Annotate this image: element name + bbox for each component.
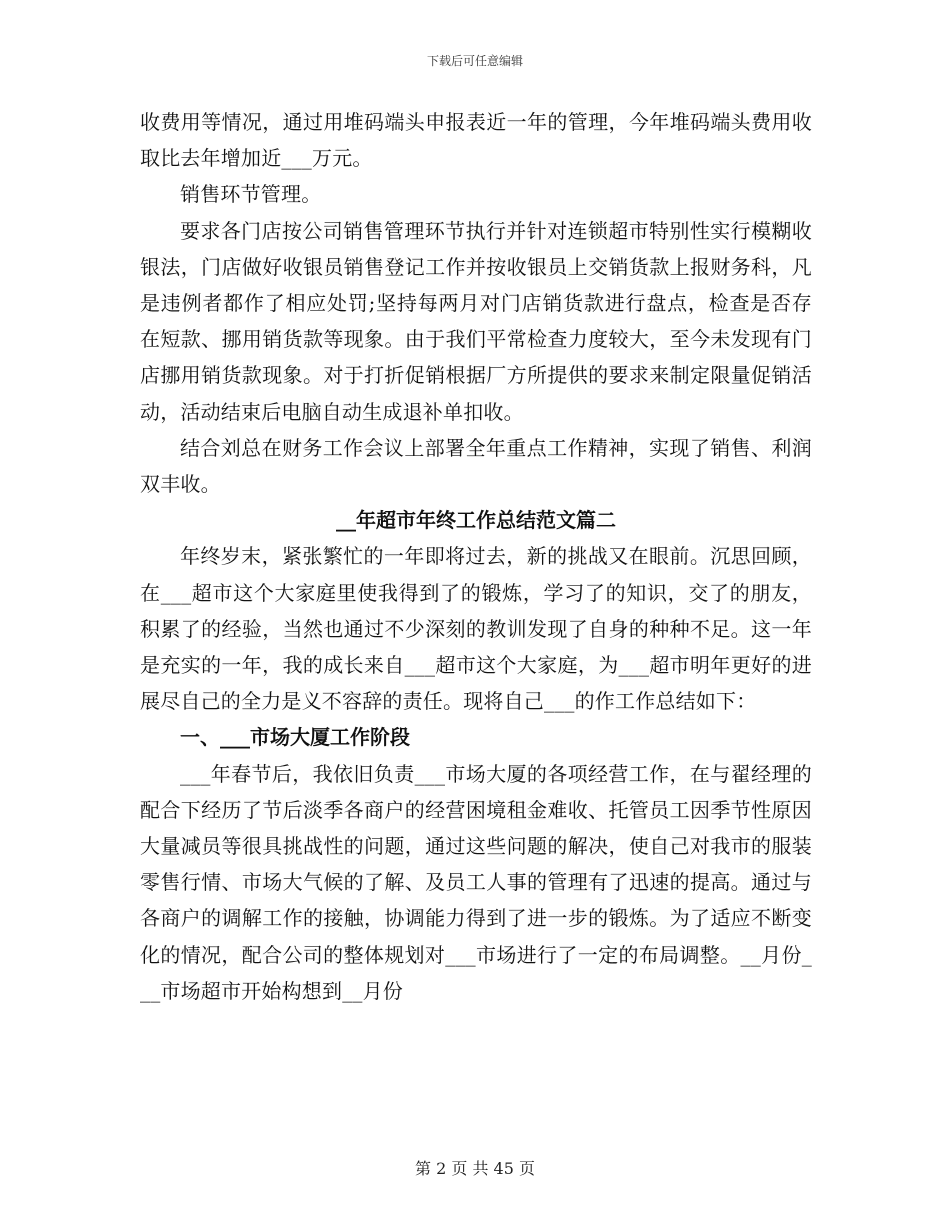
paragraph-conclusion: 结合刘总在财务工作会议上部署全年重点工作精神，实现了销售、利润双丰收。 [140,435,812,497]
paragraph-market-building: ___年春节后，我依旧负责___市场大厦的各项经营工作，在与翟经理的配合下经历了节后淡季各商户的经营困境租金难收、托管员工因季节性原因大量减员等很具挑战性的问题，通过这些问题的解决，使自己对我市的服装零售行情、市场大气候的了解、及员工人事的管理有了迅速的提高。通过与各商户的调解工作的接触，协调能力得到了进一步的锻炼。为了适应不断变化的情况，配合公司的整体规划对___市场进行了一定的布局调整。__月份___市场超市开始构想到__月份 [140,761,812,1003]
sub-heading-market-building: 一、___市场大厦工作阶段 [180,725,410,750]
section-title: __年超市年终工作总结范文篇二 [336,508,616,533]
paragraph-introduction: 年终岁末，紧张繁忙的一年即将过去，新的挑战又在眼前。沉思回顾，在___超市这个大家庭里使我得到了的锻炼，学习了的知识，交了的朋友，积累了的经验，当然也通过不少深刻的教训发现了自身的种种不足。这一年是充实的一年，我的成长来自___超市这个大家庭，为___超市明年更好的进展尽自己的全力是义不容辞的责任。现将自己___的作工作总结如下： [140,544,812,714]
page-header: 下载后可任意编辑 [426,54,523,68]
paragraph-sales-management-heading: 销售环节管理。 [180,182,322,207]
document-body [140,104,812,1009]
page-number-footer: 第 2 页 共 45 页 [415,1159,535,1178]
paragraph-sales-management: 要求各门店按公司销售管理环节执行并针对连锁超市特别性实行模糊收银法，门店做好收银员销售登记工作并按收银员上交销货款上报财务科，凡是违例者都作了相应处罚;坚持每两月对门店销货款进行盘点，检查是否存在短款、挪用销货款等现象。由于我们平常检查力度较大，至今未发现有门店挪用销货款现象。对于打折促销根据厂方所提供的要求来制定限量促销活动，活动结束后电脑自动生成退补单扣收。 [140,218,812,424]
paragraph-fee-collection: 收费用等情况，通过用堆码端头申报表近一年的管理，今年堆码端头费用收取比去年增加近___万元。 [140,110,812,171]
